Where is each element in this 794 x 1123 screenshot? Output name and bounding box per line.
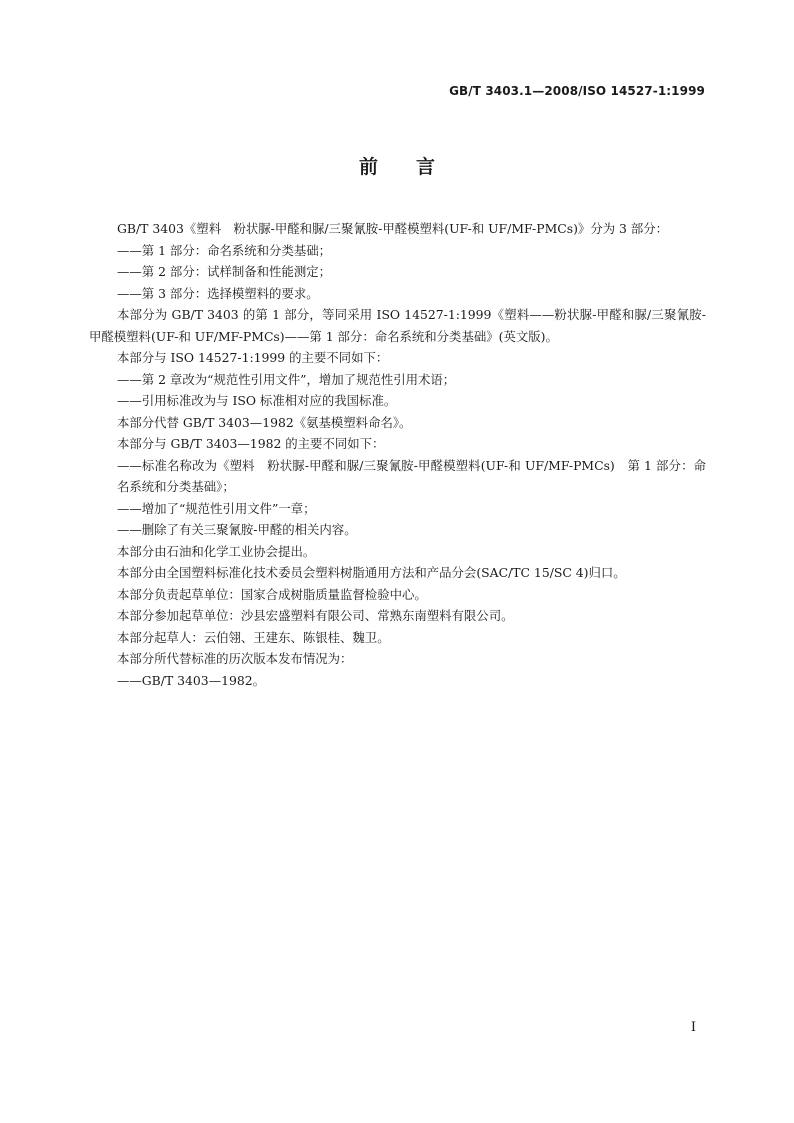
paragraph: GB/T 3403《塑料 粉状脲-甲醛和脲/三聚氰胺-甲醛模塑料(UF-和 UF/MF-PMCs)》分为 3 部分： bbox=[117, 221, 669, 236]
paragraph: 本部分参加起草单位：沙县宏盛塑料有限公司、常熟东南塑料有限公司。 bbox=[117, 608, 514, 623]
list-item: ——第 2 章改为“规范性引用文件”，增加了规范性引用术语； bbox=[117, 371, 456, 387]
paragraph: 本部分由石油和化学工业协会提出。 bbox=[117, 543, 316, 559]
page-title: 前言 bbox=[358, 156, 473, 178]
list-item: ——引用标准改为与 ISO 标准相对应的我国标准。 bbox=[117, 393, 397, 408]
paragraph: 本部分所代替标准的历次版本发布情况为： bbox=[117, 651, 353, 666]
paragraph: 本部分由全国塑料标准化技术委员会塑料树脂通用方法和产品分会(SAC/TC 15/SC 4)归口。 bbox=[117, 565, 626, 580]
list-item: ——删除了有关三聚氰胺-甲醛的相关内容。 bbox=[117, 522, 357, 537]
standard-number-header: GB/T 3403.1—2008/ISO 14527-1:1999 bbox=[449, 84, 705, 98]
paragraph: 本部分与 ISO 14527-1:1999 的主要不同如下： bbox=[117, 350, 389, 365]
list-item: ——GB/T 3403—1982。 bbox=[117, 672, 266, 688]
page-number: I bbox=[690, 1020, 696, 1035]
list-item: ——第 2 部分：试样制备和性能测定； bbox=[117, 264, 332, 279]
list-item: ——第 3 部分：选择模塑料的要求。 bbox=[117, 285, 319, 301]
paragraph: 本部分负责起草单位：国家合成树脂质量监督检验中心。 bbox=[117, 586, 427, 602]
paragraph: 本部分起草人：云伯翎、王建东、陈银桂、魏卫。 bbox=[117, 629, 390, 645]
paragraph: 本部分与 GB/T 3403—1982 的主要不同如下： bbox=[117, 436, 385, 451]
paragraph: 本部分为 GB/T 3403 的第 1 部分，等同采用 ISO 14527-1:1999《塑料——粉状脲-甲醛和脲/三聚氰胺-甲醛模塑料(UF-和 UF/MF-PMCs)——第 1 部分：命名系统和分类基础》(英文版)。 bbox=[89, 307, 706, 344]
list-item: ——标准名称改为《塑料 粉状脲-甲醛和脲/三聚氰胺-甲醛模塑料(UF-和 UF/MF-PMCs) 第 1 部分：命名系统和分类基础》； bbox=[117, 457, 706, 494]
list-item: ——增加了“规范性引用文件”一章； bbox=[117, 500, 316, 516]
paragraph: 本部分代替 GB/T 3403—1982《氨基模塑料命名》。 bbox=[117, 414, 412, 430]
foreword-body bbox=[89, 218, 706, 691]
list-item: ——第 1 部分：命名系统和分类基础； bbox=[117, 242, 332, 258]
